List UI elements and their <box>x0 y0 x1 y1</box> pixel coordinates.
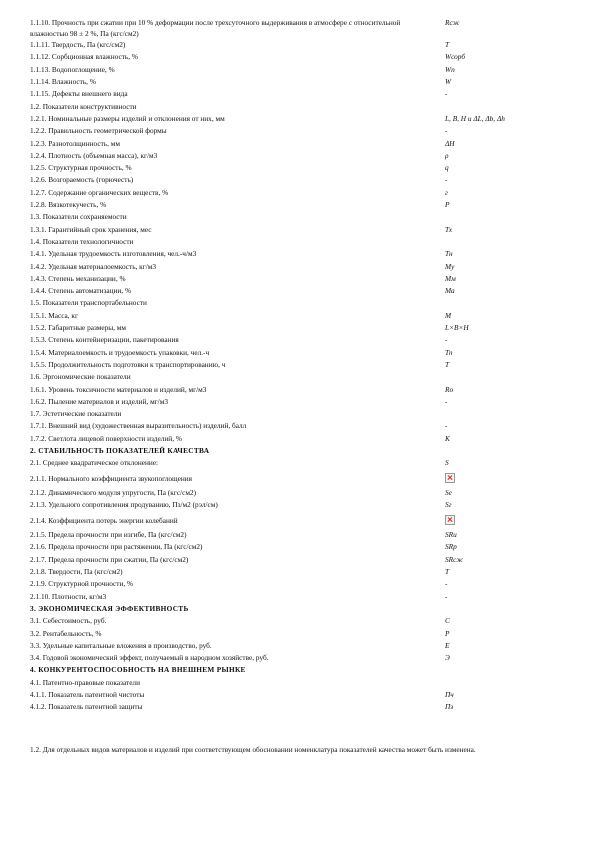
indicator-symbol: Тх <box>445 224 453 234</box>
indicator-symbol: Тн <box>445 249 453 259</box>
table-row <box>30 162 575 174</box>
indicator-name: 1.5.4. Материалоемкость и трудоемкость упаковки, чел.-ч <box>30 347 210 357</box>
indicator-symbol: Пз <box>445 702 454 712</box>
indicator-symbol: Т <box>445 567 450 577</box>
indicator-name: 3.4. Годовой экономический эффект, получаемый в народном хозяйстве, руб. <box>30 653 269 663</box>
table-row <box>30 529 575 541</box>
indicator-symbol: Тп <box>445 347 453 357</box>
indicator-name: 1.2.3. Разнотолщинность, мм <box>30 138 120 148</box>
table-row <box>30 640 575 652</box>
table-row <box>30 199 575 211</box>
table-row <box>30 187 575 199</box>
indicator-name: 2.1.7. Предела прочности при сжатии, Па (кгс/см2) <box>30 554 189 564</box>
indicator-name: 1.6. Эргономические показатели <box>30 372 131 382</box>
indicator-name: 1.5.1. Масса, кг <box>30 310 78 320</box>
indicator-name: 2.1.2. Динамического модуля упругости, Па (кгс/см2) <box>30 488 197 498</box>
table-row <box>30 125 575 137</box>
indicator-symbol: W <box>445 77 452 87</box>
indicator-name: 4.1.2. Показатель патентной защиты <box>30 702 143 712</box>
table-row <box>30 566 575 578</box>
indicator-name: 1.4.2. Удельная материалоемкость, кг/м3 <box>30 261 157 271</box>
indicator-name: 2.1.9. Структурной прочности, % <box>30 579 134 589</box>
indicator-name: 4.1.1. Показатель патентной чистоты <box>30 690 145 700</box>
table-row <box>30 578 575 590</box>
indicator-symbol: Sе <box>445 488 452 498</box>
indicator-symbol: Rсж <box>445 18 460 27</box>
footnote-paragraph: 1.2. Для отдельных видов материалов и изделий при соответствующем обосновании номенклатура показателей качества может быть изменена. <box>30 745 476 754</box>
table-row <box>30 17 575 39</box>
indicator-symbol: Му <box>445 261 455 271</box>
indicator-symbol: - <box>445 175 448 185</box>
table-row <box>30 273 575 285</box>
indicator-name: 4.1. Патентно-правовые показатели <box>30 677 140 687</box>
indicator-symbol: q <box>445 163 449 173</box>
indicator-symbol: SRи <box>445 530 457 540</box>
indicator-name: 1.2.6. Возгораемость (горючесть) <box>30 175 134 185</box>
indicator-symbol: Rо <box>445 384 454 394</box>
table-row <box>30 174 575 186</box>
quality-indicators-table <box>30 17 575 714</box>
table-row <box>30 499 575 511</box>
indicator-name: 1.2.5. Структурная прочность, % <box>30 163 132 173</box>
indicator-symbol: Пч <box>445 690 454 700</box>
indicator-name: 1.3. Показатели сохраняемости <box>30 212 127 222</box>
indicator-symbol: М <box>445 310 452 320</box>
indicator-name: 1.1.13. Водопоглощение, % <box>30 64 115 74</box>
table-row <box>30 371 575 383</box>
table-row <box>30 51 575 63</box>
indicator-symbol: Р <box>445 628 450 638</box>
table-row <box>30 433 575 445</box>
table-row <box>30 408 575 420</box>
indicator-name: 2.1.3. Удельного сопротивления продуванию, Пз/м2 (рэл/см) <box>30 500 218 510</box>
table-row <box>30 470 575 488</box>
indicator-name: 1.2.2. Правильность геометрической формы <box>30 126 167 136</box>
indicator-symbol: - <box>445 335 448 345</box>
indicator-name: 1.1.14. Влажность, % <box>30 77 96 87</box>
table-row <box>30 334 575 346</box>
indicator-symbol: - <box>445 396 448 406</box>
table-row <box>30 138 575 150</box>
indicator-name: 1.7. Эстетические показатели <box>30 409 122 419</box>
table-row <box>30 76 575 88</box>
indicator-name: 2.1.4. Коэффициента потерь энергии колебаний <box>30 515 178 525</box>
table-row <box>30 512 575 530</box>
indicator-name: 1.1.10. Прочность при сжатии при 10 % деформации после трехсуточного выдерживания в атмосфере с относительной влажностью 98 ± 2 %, Па (кгс/см2) <box>30 18 401 39</box>
table-row <box>30 236 575 248</box>
indicator-symbol: L, В, Н и ΔL, Δb, Δh <box>445 113 505 123</box>
section-heading <box>30 664 575 676</box>
indicator-symbol: - <box>445 89 448 99</box>
table-row <box>30 101 575 113</box>
broken-image-icon <box>445 515 455 525</box>
indicator-name: 4. КОНКУРЕНТОСПОСОБНОСТЬ НА ВНЕШНЕМ РЫНКЕ <box>30 665 246 675</box>
table-row <box>30 113 575 125</box>
table-row <box>30 652 575 664</box>
indicator-symbol: Wсорб <box>445 52 466 62</box>
indicator-name: 3.3. Удельные капитальные вложения в производство, руб. <box>30 640 212 650</box>
indicator-symbol: - <box>445 421 448 431</box>
indicator-symbol: Мм <box>445 273 456 283</box>
indicator-name: 1.4.1. Удельная трудоемкость изготовления, чел.-ч/м3 <box>30 249 197 259</box>
indicator-name: 1.3.1. Гарантийный срок хранения, мес <box>30 224 152 234</box>
indicator-name: 2.1. Среднее квадратическое отклонение: <box>30 458 159 468</box>
table-row <box>30 457 575 469</box>
table-row <box>30 64 575 76</box>
broken-image-icon <box>445 473 455 483</box>
indicator-name: 1.7.2. Светлота лицевой поверхности изделий, % <box>30 433 182 443</box>
table-row <box>30 420 575 432</box>
table-row <box>30 396 575 408</box>
indicator-name: 1.2.1. Номинальные размеры изделий и отклонения от них, мм <box>30 113 225 123</box>
indicator-symbol: - <box>445 579 448 589</box>
indicator-symbol: Sг <box>445 500 452 510</box>
table-row <box>30 701 575 713</box>
indicator-name: 2.1.1. Нормального коэффициента звукопоглощения <box>30 473 193 483</box>
indicator-name: 2.1.5. Предела прочности при изгибе, Па (кгс/см2) <box>30 530 187 540</box>
indicator-name: 1.6.2. Пыление материалов и изделий, мг/м3 <box>30 396 168 406</box>
indicator-symbol: Э <box>445 653 450 663</box>
indicator-name: 1.1.12. Сорбционная влажность, % <box>30 52 138 62</box>
table-row <box>30 150 575 162</box>
indicator-symbol: К <box>445 433 450 443</box>
indicator-symbol: Р <box>445 200 450 210</box>
indicator-symbol: ΔН <box>445 138 455 148</box>
table-row <box>30 39 575 51</box>
indicator-name: 2.1.8. Твердости, Па (кгс/см2) <box>30 567 123 577</box>
indicator-name: 3.1. Себестоимость, руб. <box>30 616 107 626</box>
indicator-name: 1.2. Показатели конструктивности <box>30 101 137 111</box>
indicator-symbol: Е <box>445 640 450 650</box>
indicator-name: 1.5.5. Продолжительность подготовки к транспортированию, ч <box>30 359 226 369</box>
indicator-symbol: S <box>445 458 449 468</box>
table-row <box>30 487 575 499</box>
indicator-symbol: Т <box>445 359 450 369</box>
indicator-symbol: - <box>445 591 448 601</box>
indicator-symbol: Ма <box>445 286 455 296</box>
table-row <box>30 322 575 334</box>
indicator-symbol: - <box>445 126 448 136</box>
indicator-symbol: г <box>445 187 448 197</box>
table-row <box>30 224 575 236</box>
table-row <box>30 297 575 309</box>
table-row <box>30 88 575 100</box>
indicator-name: 2.1.10. Плотности, кг/м3 <box>30 591 107 601</box>
indicator-name: 1.4.3. Степень механизации, % <box>30 273 126 283</box>
table-row <box>30 541 575 553</box>
indicator-name: 1.5. Показатели транспортабельности <box>30 298 147 308</box>
table-row <box>30 628 575 640</box>
indicator-name: 2.1.6. Предела прочности при растяжении, Па (кгс/см2) <box>30 542 203 552</box>
indicator-symbol: SRр <box>445 542 457 552</box>
indicator-symbol: С <box>445 616 450 626</box>
table-row <box>30 310 575 322</box>
table-row <box>30 211 575 223</box>
table-row <box>30 554 575 566</box>
indicator-symbol: ρ <box>445 150 449 160</box>
table-row <box>30 261 575 273</box>
indicator-name: 1.4.4. Степень автоматизации, % <box>30 286 132 296</box>
indicator-symbol: SRсж <box>445 554 464 564</box>
section-heading <box>30 445 575 457</box>
indicator-name: 1.7.1. Внешний вид (художественная выразительность) изделий, балл <box>30 421 247 431</box>
indicator-name: 1.5.2. Габаритные размеры, мм <box>30 323 127 333</box>
indicator-name: 3.2. Рентабельность, % <box>30 628 102 638</box>
table-row <box>30 285 575 297</box>
indicator-name: 1.1.15. Дефекты внешнего вида <box>30 89 128 99</box>
table-row <box>30 591 575 603</box>
table-row <box>30 615 575 627</box>
indicator-symbol: Wп <box>445 64 455 74</box>
table-row <box>30 384 575 396</box>
indicator-name: 1.1.11. Твердость, Па (кгс/см2) <box>30 40 126 50</box>
section-heading <box>30 603 575 615</box>
indicator-symbol: L×В×Н <box>445 323 469 333</box>
indicator-name: 1.6.1. Уровень токсичности материалов и изделий, мг/м3 <box>30 384 207 394</box>
table-row <box>30 248 575 260</box>
indicator-name: 1.5.3. Степень контейнеризации, пакетирования <box>30 335 179 345</box>
indicator-name: 3. ЭКОНОМИЧЕСКАЯ ЭФФЕКТИВНОСТЬ <box>30 603 189 613</box>
table-row <box>30 677 575 689</box>
table-row <box>30 347 575 359</box>
table-row <box>30 689 575 701</box>
indicator-name: 1.2.7. Содержание органических веществ, % <box>30 187 169 197</box>
indicator-name: 1.2.4. Плотность (объемная масса), кг/м3 <box>30 150 158 160</box>
indicator-symbol: Т <box>445 40 450 50</box>
indicator-name: 2. СТАБИЛЬНОСТЬ ПОКАЗАТЕЛЕЙ КАЧЕСТВА <box>30 445 210 455</box>
table-row <box>30 359 575 371</box>
indicator-name: 1.4. Показатели технологичности <box>30 236 134 246</box>
indicator-name: 1.2.8. Вязкотекучесть, % <box>30 200 107 210</box>
